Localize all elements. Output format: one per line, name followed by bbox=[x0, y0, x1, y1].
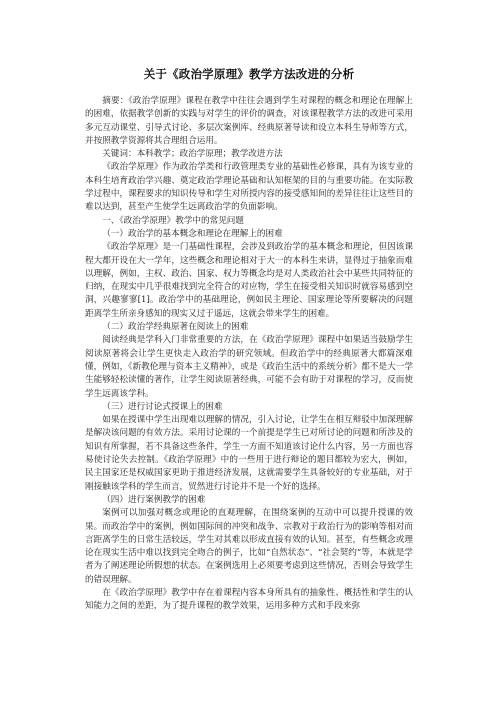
body-paragraph-5: 在《政治学原理》教学中存在着课程内容本身所具有的抽象性、概括性和学生的认知能力之间的差距，为了提升课程的教学效果，运用多种方式和手段来弥 bbox=[85, 587, 413, 612]
subsection-heading-2: （二）政治学经典原著在阅读上的困难 bbox=[102, 322, 249, 333]
abstract-paragraph: 摘要：《政治学原理》课程在教学中往往会遇到学生对课程的概念和理论在理解上的困难，依据教学创新的实践与对学生的评价的调查，对该课程教学方法的改进可采用多元互动课堂、引导式讨论、多层次案例库、经典原著导读和设立本科生导师等方式，并按照教学资源将其合理组合运用。 bbox=[85, 96, 413, 146]
subsection-heading-1: （一）政治学的基本概念和理论在理解上的困难 bbox=[102, 228, 283, 239]
keywords-line: 关键词：本科教学；政治学原理；教学改进方法 bbox=[102, 149, 283, 160]
section-heading-1: 一、《政治学原理》教学中的常见问题 bbox=[102, 215, 244, 226]
subsection-heading-3: （三）进行讨论式授课上的困难 bbox=[102, 401, 223, 412]
subsection-heading-4: （四）进行案例教学的困难 bbox=[102, 494, 206, 505]
body-paragraph-3: 如果在授课中学生出现难以理解的情况，引入讨论，让学生在相互辩驳中加深理解是解决该问题的有效方法。采用讨论课的一个前提是学生已对所讨论的问题和所涉及的知识有所掌握，若不具备这些条件，学生一方面不知道该讨论什么内容，另一方面也容易使讨论失去控制。《政治学原理》中的一些用于进行辩论的题目都较为宏大，例如，民主国家还是权威国家更助于推进经济发展，这就需要学生具备较好的专业基础，对于刚接触该学科的学生而言，贸然进行讨论并不是一个好的选择。 bbox=[85, 415, 413, 492]
paper-title: 关于《政治学原理》教学方法改进的分析 bbox=[143, 67, 355, 81]
paper-page bbox=[85, 66, 413, 614]
body-paragraph-2: 阅读经典是学科入门非常重要的方法，在《政治学原理》课程中如果适当鼓励学生阅读原著将会让学生更快走入政治学的研究领域。但政治学中的经典原著大都篇深难懂，例如，《新教伦理与资本主义精神》，或是《政治生活中的系统分析》都不是大一学生能够轻松读懂的著作，让学生阅读原著经典，可能不会有助于对课程的学习，反而使学生远离该学科。 bbox=[85, 335, 413, 399]
body-paragraph-1: 《政治学原理》是一门基础性课程，会涉及到政治学的基本概念和理论，但因该课程大都开设在大一学年，这些概念和理论相对于大一的本科生来讲，显得过于抽象而难以理解，例如，主权、政治、国家、权力等概念均是对人类政治社会中某些共同特征的归纳，在现实中几乎很难找到完全符合的对应物，学生在接受相关知识时就容易感到空洞，兴趣寥寥[1]。政治学中的基础理论，例如民主理论、国家理论等所要解决的问题距离学生所亲身感知的现实又过于遥远，这就会带来学生的困难。 bbox=[85, 242, 413, 319]
intro-paragraph: 《政治学原理》作为政治学类和行政管理类专业的基础性必修课，具有为该专业的本科生培育政治学兴趣、奠定政治学理论基础和认知框架的目的与重要功能。在实际教学过程中，课程要求的知识传导和学生对所授内容的接受感知间的差异往往让这些目的难以达到，甚至产生使学生远离政治学的负面影响。 bbox=[85, 162, 413, 213]
body-paragraph-4: 案例可以加强对概念或理论的直观理解，在围绕案例的互动中可以提升授课的效果。而政治学中的案例，例如国际间的冲突和战争、宗教对于政治行为的影响等相对而言距离学生的日常生活较远，学生对其难以形成直接有效的认知。甚至，有些概念或理论在现实生活中难以找到完全吻合的例子，比如“自然状态”、“社会契约”等，本就是学者为了阐述理论所假想的状态。在案例选用上必须要考虑到这些情况，否则会导致学生的错误理解。 bbox=[85, 508, 413, 585]
